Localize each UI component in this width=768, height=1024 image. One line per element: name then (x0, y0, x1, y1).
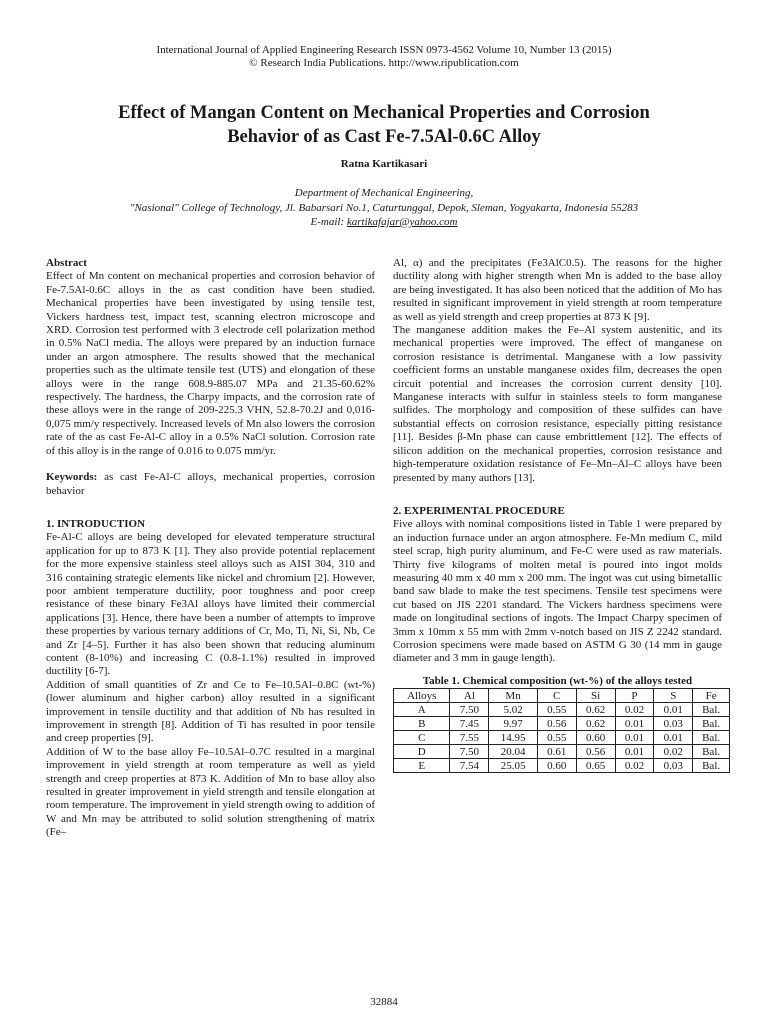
table-cell: 0.02 (615, 703, 654, 717)
table-cell: 9.97 (489, 717, 537, 731)
journal-info-line: International Journal of Applied Engineering Research ISSN 0973-4562 Volume 10, Number 13 (2015) (156, 44, 612, 56)
table-row (394, 745, 730, 759)
table-cell: 0.01 (615, 745, 654, 759)
table-cell: Alloys (394, 689, 450, 703)
table-caption: Table 1. Chemical composition (wt-%) of the alloys tested (422, 674, 693, 687)
table-cell: Mn (489, 689, 537, 703)
table-row (394, 703, 730, 717)
table-cell: 7.54 (450, 759, 489, 773)
table-cell: Bal. (693, 759, 730, 773)
introduction-heading: 1. INTRODUCTION (46, 517, 146, 530)
intro-paragraph-3: Addition of W to the base alloy Fe–10.5Al–0.7C resulted in a marginal improvement in yield strength at room temperature as well as yield strength and creep properties at 873 K. Addition of Mn to base alloy also resulted in greater improvement in yield strength and tensile elongation at room temperature. The improvement in yield strength owing to addition of W and Mn may be attributed to solid solution strengthening of matrix (Fe– (46, 745, 375, 839)
table-cell: 0.02 (654, 745, 693, 759)
table-row (394, 717, 730, 731)
table-cell: Si (576, 689, 615, 703)
table-cell: 0.65 (576, 759, 615, 773)
table-cell: 5.02 (489, 703, 537, 717)
journal-header (0, 44, 768, 70)
intro-paragraph-5: The manganese addition makes the Fe–Al system austenitic, and its mechanical properties were improved. The effect of manganese on corrosion resistance is detrimental. Manganese with a low passivity coefficient forms an unstable manganese oxides film, decreases the open circuit potential and increases the corrosion current density [10]. Manganese interacts with sulfur in stainless steels to form manganese sulfides. The morphology and composition of these sulfides can have substantial effects on corrosion resistance, especially pitting resistance [11]. Besides β-Mn phase can cause embrittlement [12]. The effects of silicon addition on the mechanical properties, corrosion resistance and high-temperature oxidation resistance of Fe–Mn–Al–C alloys have been presented by many authors [13]. (393, 324, 722, 484)
table-cell: Bal. (693, 717, 730, 731)
table-cell: 0.61 (537, 745, 576, 759)
table-cell: 0.60 (537, 759, 576, 773)
table-cell: Al (450, 689, 489, 703)
table-cell: S (654, 689, 693, 703)
table-header-row (394, 689, 730, 703)
department: Department of Mechanical Engineering, (294, 187, 474, 199)
keywords-text: as cast Fe-Al-C alloys, mechanical properties, corrosion behavior (46, 471, 375, 497)
page-number: 32884 (370, 996, 398, 1008)
left-column (46, 257, 375, 840)
table-cell: 0.62 (576, 703, 615, 717)
paper-title (40, 101, 728, 149)
table-cell: 0.60 (576, 731, 615, 745)
intro-paragraph-2: Addition of small quantities of Zr and Ce to Fe–10.5Al–0.8C (wt-%) (lower aluminum and higher carbon) alloy resulted in a significant improvement in tensile ductility and that addition of Nb has resulted in improvement in strength [8]. Addition of Ti has resulted in poor tensile and creep properties [9]. (46, 678, 375, 745)
table-cell: C (537, 689, 576, 703)
affiliation (20, 186, 748, 230)
table-cell: 0.03 (654, 759, 693, 773)
email-line (20, 215, 748, 230)
table-cell: A (394, 703, 450, 717)
table-cell: 7.45 (450, 717, 489, 731)
composition-table (393, 688, 730, 773)
table-cell: 7.50 (450, 703, 489, 717)
table-cell: C (394, 731, 450, 745)
author-name: Ratna Kartikasari (340, 158, 428, 170)
table-cell: 0.03 (654, 717, 693, 731)
email-prefix: E-mail: (310, 216, 347, 228)
title-line-2: Behavior of as Cast Fe-7.5Al-0.6C Alloy (227, 127, 541, 147)
publisher-line: © Research India Publications. http://www.ripublication.com (249, 57, 519, 69)
intro-paragraph-1: Fe-Al-C alloys are being developed for elevated temperature structural application for up to 873 K [1]. They also provide potential replacement for the more expensive stainless steel alloys such as AISI 304, 310 and 316 containing strategic elements like nickel and chromium [2]. However, poor ambient temperature ductility, poor toughness and poor creep resistance of these binary Fe3Al alloys have limited their commercial applications [3]. Hence, there have been a number of attempts to improve these properties by various ternary additions of Cr, Mo, Ti, Ni, Si, Nb, Ce and Zr [4–5]. Further it has also been shown that reducing aluminum content (8-10%) and increasing C (0.8-1.1%) resulted in improved ductility [6-7]. (46, 531, 375, 678)
table-cell: 0.02 (615, 759, 654, 773)
table-cell: 0.01 (615, 717, 654, 731)
table-cell: 0.56 (576, 745, 615, 759)
table-cell: 7.50 (450, 745, 489, 759)
experimental-text: Five alloys with nominal compositions listed in Table 1 were prepared by an induction furnace under an argon atmosphere. Fe-Mn medium C, mild steel scrap, high purity aluminum, and Fe-C were used as raw materials. Thirty five kilograms of molten metal is poured into ingot molds measuring 40 mm x 40 mm x 200 mm. The ingot was cut using bimetallic band saw blade to make the test specimens. Tensile test specimens were cut based on JIS 2201 standard. The Vickers hardness specimens were made on longitudinal sections of ingots. The Impact Charpy specimen of 3mm x 10mm x 55 mm with 2mm v-notch based on JIS Z 2242 standard. Corrosion specimens were made based on ASTM G 30 (14 mm in gauge diameter and 3 mm in gauge length). (393, 518, 722, 665)
table-cell: 7.55 (450, 731, 489, 745)
right-column (393, 257, 722, 773)
table-cell: 0.01 (654, 731, 693, 745)
table-cell: Bal. (693, 731, 730, 745)
table-cell: Bal. (693, 745, 730, 759)
table-cell: P (615, 689, 654, 703)
experimental-heading: 2. EXPERIMENTAL PROCEDURE (393, 504, 565, 517)
table-cell: D (394, 745, 450, 759)
table-cell: 0.01 (654, 703, 693, 717)
table-row (394, 731, 730, 745)
keywords (46, 471, 375, 498)
title-line-1: Effect of Mangan Content on Mechanical Properties and Corrosion (118, 103, 650, 123)
table-cell: 0.55 (537, 731, 576, 745)
table-cell: 14.95 (489, 731, 537, 745)
institution-address: "Nasional" College of Technology, Jl. Babarsari No.1, Caturtunggal, Depok, Sleman, Yogyakarta, Indonesia 55283 (129, 201, 639, 214)
keywords-label: Keywords: (46, 471, 98, 484)
table-cell: 0.56 (537, 717, 576, 731)
intro-paragraph-4: Al, α) and the precipitates (Fe3AlC0.5). The reasons for the higher ductility along with higher strength when Mn is added to the base alloy are being investigated. It has also been noticed that the addition of Mo has resulted in significant improvement in yield strength at room temperature as well as yield strength and creep properties at 873 K [9]. (393, 257, 722, 323)
table-cell: E (394, 759, 450, 773)
table-cell: 0.01 (615, 731, 654, 745)
table-cell: Fe (693, 689, 730, 703)
email-link[interactable]: kartikafajar@yahoo.com (346, 216, 458, 228)
abstract-heading: Abstract (46, 257, 87, 269)
table-cell: B (394, 717, 450, 731)
table-cell: Bal. (693, 703, 730, 717)
table-cell: 20.04 (489, 745, 537, 759)
table-row (394, 759, 730, 773)
table-cell: 0.62 (576, 717, 615, 731)
abstract-text: Effect of Mn content on mechanical properties and corrosion behavior of Fe-7.5Al-0.6C alloys in the as cast condition have been studied. Mechanical properties have been investigated by using tensile test, Vickers hardness test, impact test, scanning electron microscope and XRD. Corrosion test performed with 3 electrode cell polarization method in 0.5% NaCl media. The alloys were prepared by an induction furnace under an argon atmosphere. The results showed that the mechanical properties such as the ultimate tensile test (UTS) and elongation of these alloys were in the range 608.9-885.07 MPa and 21.35-60.62% respectively. The hardness, the Charpy impacts, and the corrosion rate of these alloys were in the range of 209-225.3 VHN, 52.8-70.2J and 0,016-0,075 mm/y respectively. Increased levels of Mn also lowers the corrosion rate of the as cast Fe-Al-C alloy in a 0.5% NaCl solution. Corrosion rate of this alloy is in the range of 0.016 to 0.075 mm/yr. (46, 270, 375, 457)
table-cell: 0.55 (537, 703, 576, 717)
table-cell: 25.05 (489, 759, 537, 773)
